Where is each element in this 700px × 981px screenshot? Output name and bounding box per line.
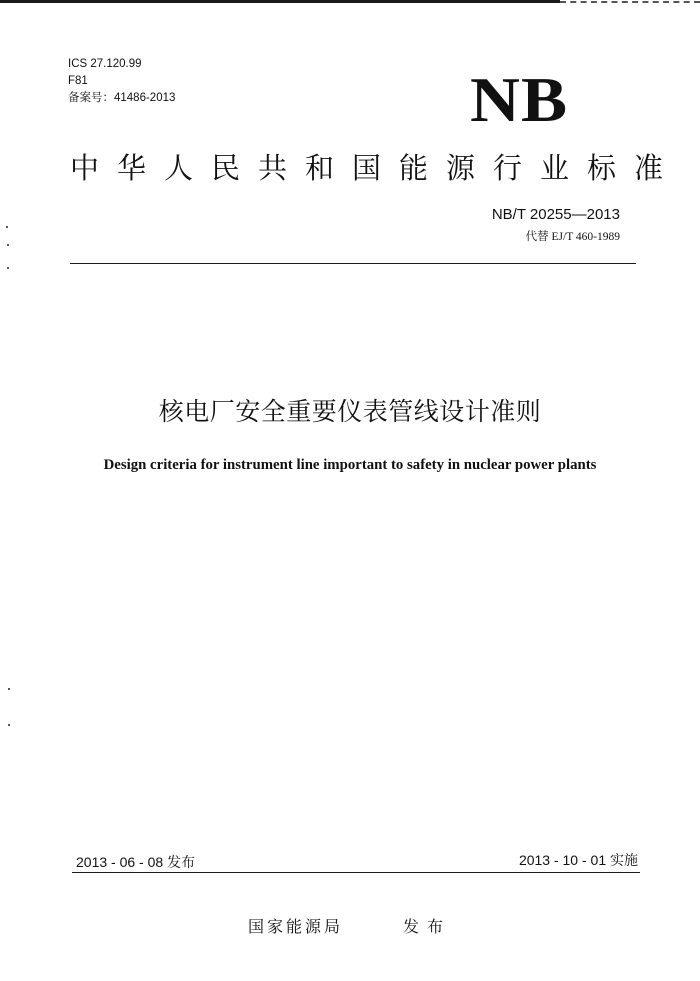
- classification-block: [68, 56, 175, 107]
- document-title-en: Design criteria for instrument line important to safety in nuclear power plants: [103, 457, 597, 473]
- ccs-code: F81: [68, 75, 88, 87]
- scan-speck: [7, 267, 9, 269]
- scan-speck: [6, 226, 8, 228]
- scan-speck: [8, 724, 10, 726]
- ics-code: ICS 27.120.99: [68, 58, 142, 70]
- header-divider: [70, 263, 636, 264]
- document-title-cn: 核电厂安全重要仪表管线设计准则: [158, 397, 542, 426]
- publisher-name: 国家能源局: [248, 917, 344, 936]
- scan-edge-line: [0, 0, 560, 3]
- agency-title: 中华人民共和国能源行业标准: [70, 151, 682, 185]
- implementation-date: 2013 - 10 - 01 实施: [518, 852, 638, 868]
- scan-speck: [8, 688, 10, 690]
- issue-date: 2013 - 06 - 08 发布: [76, 854, 196, 870]
- nb-logo: NB: [470, 64, 569, 135]
- scan-edge-dash: [560, 1, 700, 4]
- standard-number: NB/T 20255—2013: [491, 206, 620, 223]
- publish-verb: 发布: [403, 917, 452, 936]
- replaces-standard: 代替 EJ/T 460-1989: [525, 231, 620, 243]
- record-number: 备案号：41486-2013: [68, 92, 176, 104]
- footer-divider: [72, 872, 640, 873]
- scan-speck: [7, 244, 9, 246]
